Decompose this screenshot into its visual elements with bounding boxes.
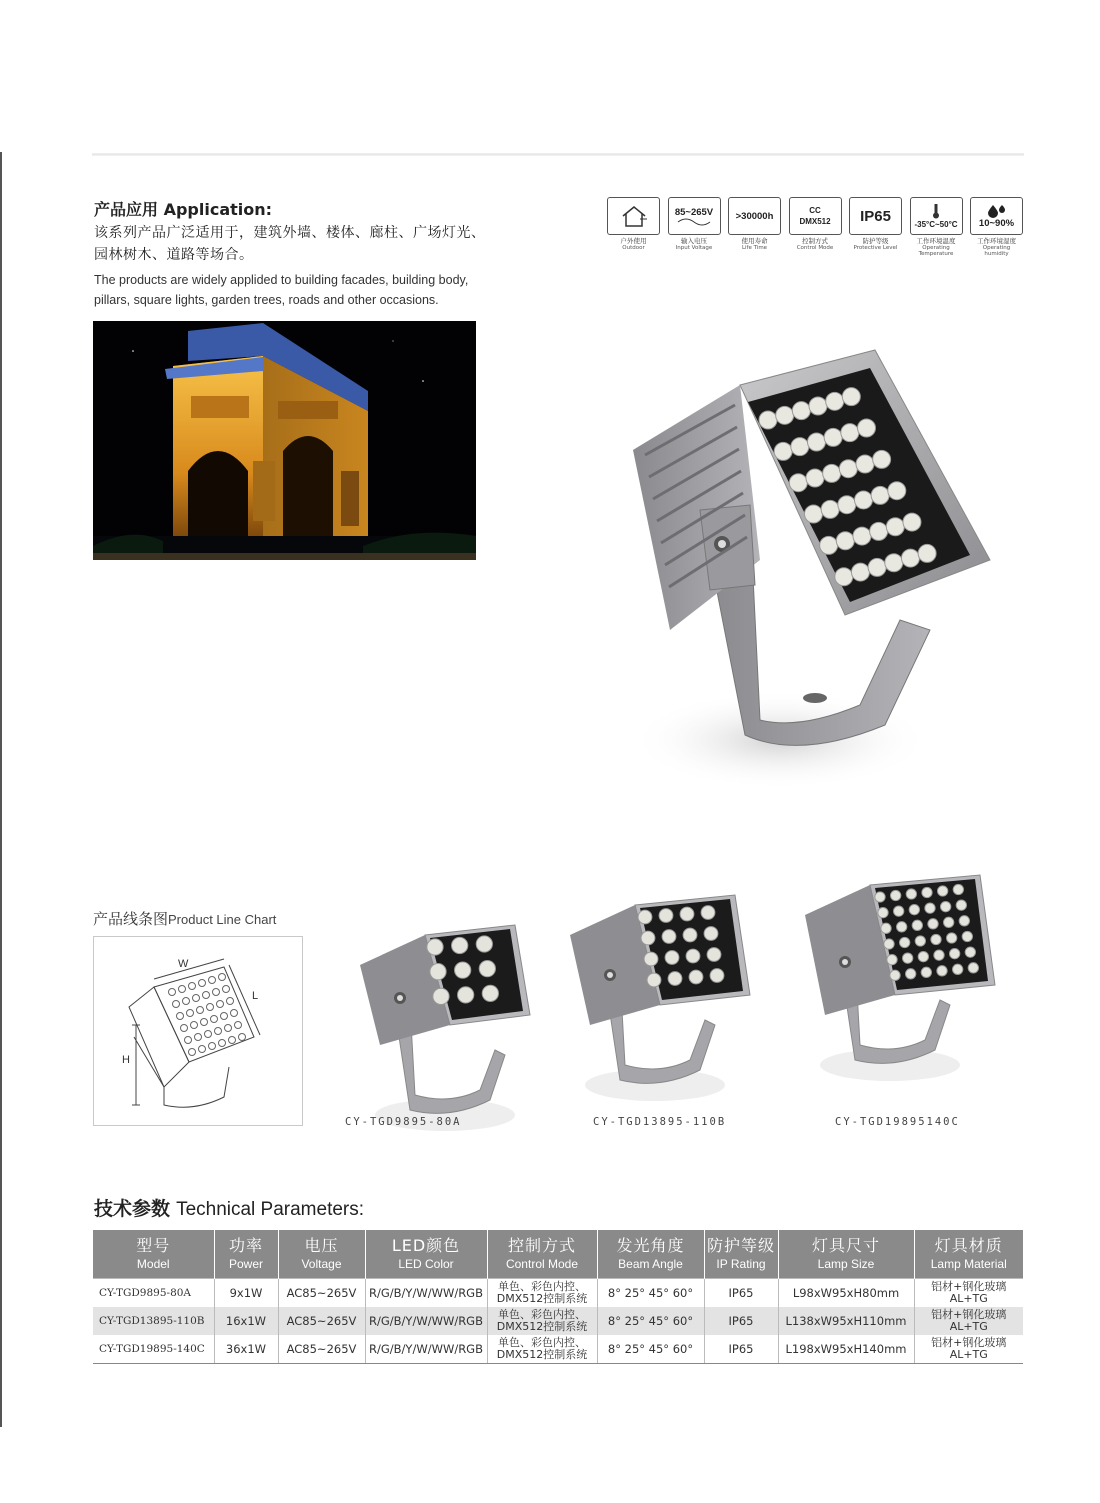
feature-icon-0 <box>607 197 660 251</box>
led-lens <box>638 910 652 924</box>
led-lens <box>662 930 676 944</box>
feature-label-en: Operating Temperature <box>918 245 954 257</box>
led-lens <box>873 450 891 468</box>
led-lens <box>878 907 888 917</box>
led-lens <box>905 969 915 979</box>
led-lens <box>826 392 844 410</box>
model-image-0 <box>355 920 565 1144</box>
led-lens <box>854 491 872 509</box>
model-image-2 <box>800 870 1010 1094</box>
table-cell: 8° 25° 45° 60° <box>597 1307 704 1335</box>
led-lens <box>644 952 658 966</box>
header-cn: 功率 <box>228 1236 263 1255</box>
table-header-5 <box>597 1230 704 1279</box>
table-cell: 16x1W <box>214 1307 278 1335</box>
led-lens <box>458 987 474 1003</box>
header-en: Voltage <box>301 1257 342 1271</box>
led-lens <box>776 406 794 424</box>
led-lens <box>953 884 963 894</box>
tech-title-cn: 技术参数 <box>94 1198 171 1220</box>
table-cell: 单色、彩色内控、 DMX512控制系统 <box>487 1279 597 1308</box>
led-lens <box>759 411 777 429</box>
led-lens <box>899 937 909 947</box>
table-row <box>93 1279 1023 1308</box>
feature-label-en: Control Mode <box>796 245 834 251</box>
led-lens <box>921 967 931 977</box>
feature-icons <box>607 197 1027 257</box>
led-lens <box>789 474 807 492</box>
led-outline <box>231 1010 238 1017</box>
led-lens <box>949 948 959 958</box>
feature-label-en: Life Time <box>741 245 768 251</box>
led-lens <box>641 931 655 945</box>
led-lens <box>918 951 928 961</box>
led-outline <box>209 1043 216 1050</box>
led-lens <box>809 397 827 415</box>
led-outline <box>185 1037 192 1044</box>
led-lens <box>901 549 919 567</box>
led-lens <box>839 460 857 478</box>
line-drawing-box <box>93 936 303 1126</box>
led-lens <box>902 953 912 963</box>
table-cell: CY-TGD19895-140C <box>93 1335 214 1364</box>
led-outline <box>195 1034 202 1041</box>
led-outline <box>197 1007 204 1014</box>
led-lens <box>857 419 875 437</box>
led-lens <box>884 939 894 949</box>
led-lens <box>890 970 900 980</box>
led-lens <box>433 988 449 1004</box>
table-header-0 <box>93 1230 214 1279</box>
table-cell: 铝材+钢化玻璃 AL+TG <box>914 1307 1023 1335</box>
feature-label-cn: 控制方式 <box>802 237 828 245</box>
table-header-6 <box>704 1230 778 1279</box>
led-lens <box>959 916 969 926</box>
table-header-4 <box>487 1230 597 1279</box>
feature-label-cn: 户外使用 <box>620 237 647 245</box>
led-lens <box>943 917 953 927</box>
led-lens <box>842 388 860 406</box>
table-cell: L138xW95xH110mm <box>778 1307 914 1335</box>
led-lens <box>479 961 495 977</box>
led-outline <box>207 1004 214 1011</box>
wave-icon <box>668 197 721 235</box>
feature-value: -35°C~50°C <box>914 219 958 229</box>
feature-icon-2 <box>728 197 781 251</box>
table-cell: CY-TGD13895-110B <box>93 1307 214 1335</box>
table-header-2 <box>278 1230 365 1279</box>
table-cell: 铝材+钢化玻璃 AL+TG <box>914 1279 1023 1308</box>
led-lens <box>922 887 932 897</box>
header-cn: 灯具尺寸 <box>811 1236 880 1255</box>
led-lens <box>774 442 792 460</box>
line-chart-title-cn: 产品线条图 <box>93 910 169 928</box>
table-row <box>93 1335 1023 1364</box>
led-outline <box>217 1001 224 1008</box>
header-cn: 型号 <box>136 1236 171 1255</box>
led-outline <box>199 980 206 987</box>
line-chart-title-en: Product Line Chart <box>168 912 277 927</box>
led-outline <box>169 989 176 996</box>
led-lens <box>841 424 859 442</box>
feature-label-en: Protective Level <box>853 245 898 251</box>
feature-value: CC DMX512 <box>799 206 831 226</box>
led-lens <box>893 906 903 916</box>
led-lens <box>937 966 947 976</box>
led-outline <box>183 998 190 1005</box>
feature-icon-4 <box>849 197 902 251</box>
led-lens <box>427 939 443 955</box>
led-lens <box>934 950 944 960</box>
table-cell: 单色、彩色内控、 DMX512控制系统 <box>487 1335 597 1364</box>
table-cell: L98xW95xH80mm <box>778 1279 914 1308</box>
table-cell: AC85~265V <box>278 1335 365 1364</box>
led-lens <box>887 954 897 964</box>
feature-value: 85~265V <box>674 206 714 218</box>
table-header-row <box>93 1230 1023 1279</box>
feature-icon-6 <box>970 197 1023 257</box>
table-cell: CY-TGD9895-80A <box>93 1279 214 1308</box>
led-lens <box>689 970 703 984</box>
model-label-2: CY-TGD19895140C <box>835 1116 960 1128</box>
led-outline <box>189 983 196 990</box>
led-lens <box>962 931 972 941</box>
led-outline <box>229 1037 236 1044</box>
header-cn: 防护等级 <box>706 1236 775 1255</box>
led-lens <box>946 933 956 943</box>
application-photo <box>93 321 476 560</box>
led-lens <box>791 438 809 456</box>
top-divider <box>92 153 1024 156</box>
led-lens <box>683 928 697 942</box>
led-lens <box>807 433 825 451</box>
led-lens <box>906 889 916 899</box>
led-lens <box>476 936 492 952</box>
led-outline <box>221 1013 228 1020</box>
led-lens <box>918 544 936 562</box>
led-outline <box>225 1025 232 1032</box>
table-cell: R/G/B/Y/W/WW/RGB <box>365 1279 487 1308</box>
table-cell: R/G/B/Y/W/WW/RGB <box>365 1307 487 1335</box>
table-cell: R/G/B/Y/W/WW/RGB <box>365 1335 487 1364</box>
led-outline <box>219 1040 226 1047</box>
dim-l-label: L <box>252 990 259 1002</box>
header-cn: LED颜色 <box>391 1236 461 1255</box>
table-cell: 9x1W <box>214 1279 278 1308</box>
led-lens <box>710 969 724 983</box>
tech-title-en: Technical Parameters: <box>176 1199 365 1220</box>
model-label-1: CY-TGD13895-110B <box>593 1116 727 1128</box>
header-en: Model <box>136 1257 170 1271</box>
led-lens <box>937 886 947 896</box>
table-header-1 <box>214 1230 278 1279</box>
led-lens <box>925 903 935 913</box>
house-icon <box>607 197 660 235</box>
led-outline <box>187 1010 194 1017</box>
application-desc-cn: 该系列产品广泛适用于，建筑外墙、楼体、廊柱、广场灯光、园林树木、道路等场合。 <box>94 225 486 263</box>
led-lens <box>890 890 900 900</box>
led-lens <box>665 951 679 965</box>
left-margin-rule <box>0 152 2 1427</box>
led-lens <box>909 904 919 914</box>
led-lens <box>871 486 889 504</box>
wave-icon <box>676 218 712 226</box>
dim-h-label: H <box>122 1054 130 1066</box>
tech-params-table <box>93 1230 1023 1364</box>
table-cell: AC85~265V <box>278 1279 365 1308</box>
header-en: Control Mode <box>505 1257 579 1271</box>
hero-floodlight-image <box>600 330 1020 800</box>
led-lens <box>668 972 682 986</box>
led-outline <box>191 1022 198 1029</box>
line-chart-title <box>93 908 276 929</box>
led-lens <box>430 964 446 980</box>
table-cell: 单色、彩色内控、 DMX512控制系统 <box>487 1307 597 1335</box>
led-outline <box>213 989 220 996</box>
led-lens <box>881 923 891 933</box>
led-lens <box>704 927 718 941</box>
application-title: 产品应用 Application: <box>94 200 273 219</box>
led-lens <box>903 513 921 531</box>
table-cell: 铝材+钢化玻璃 AL+TG <box>914 1335 1023 1364</box>
spec-box <box>849 197 902 235</box>
feature-label-en: Operating humidity <box>982 245 1011 257</box>
header-cn: 灯具材质 <box>934 1236 1003 1255</box>
led-outline <box>179 986 186 993</box>
led-lens <box>821 500 839 518</box>
led-lens <box>965 947 975 957</box>
led-lens <box>870 522 888 540</box>
header-en: LED Color <box>398 1257 454 1271</box>
feature-icon-3 <box>789 197 842 251</box>
feature-label-cn: 工作环境湿度 <box>977 237 1016 245</box>
led-lens <box>952 964 962 974</box>
feature-label-cn: 防护等级 <box>862 237 889 245</box>
led-lens <box>853 527 871 545</box>
led-lens <box>707 948 721 962</box>
table-header-8 <box>914 1230 1023 1279</box>
table-header-3 <box>365 1230 487 1279</box>
led-lens <box>455 962 471 978</box>
led-outline <box>211 1016 218 1023</box>
table-cell: IP65 <box>704 1279 778 1308</box>
table-cell: 8° 25° 45° 60° <box>597 1335 704 1364</box>
led-outline <box>193 995 200 1002</box>
table-cell: AC85~265V <box>278 1307 365 1335</box>
thermometer-icon <box>910 197 963 235</box>
header-en: Lamp Size <box>817 1257 875 1271</box>
led-outline <box>177 1013 184 1020</box>
led-lens <box>836 532 854 550</box>
led-lens <box>931 934 941 944</box>
table-header-7 <box>778 1230 914 1279</box>
header-cn: 电压 <box>304 1236 339 1255</box>
table-row <box>93 1307 1023 1335</box>
led-lens <box>804 505 822 523</box>
led-lens <box>806 469 824 487</box>
led-lens <box>888 482 906 500</box>
led-lens <box>701 906 715 920</box>
model-label-0: CY-TGD9895-80A <box>345 1116 462 1128</box>
led-outline <box>219 974 226 981</box>
led-outline <box>189 1049 196 1056</box>
led-lens <box>792 402 810 420</box>
feature-value: >30000h <box>735 210 774 222</box>
feature-value: IP65 <box>860 207 891 225</box>
led-lens <box>856 455 874 473</box>
feature-label-cn: 使用寿命 <box>741 237 768 245</box>
led-outline <box>199 1046 206 1053</box>
led-lens <box>956 900 966 910</box>
led-outline <box>203 992 210 999</box>
led-outline <box>239 1034 246 1041</box>
dim-w-label: W <box>178 958 189 970</box>
led-lens <box>928 919 938 929</box>
led-lens <box>647 973 661 987</box>
led-lens <box>452 937 468 953</box>
header-en: IP Rating <box>716 1257 766 1271</box>
led-lens <box>838 496 856 514</box>
led-outline <box>181 1025 188 1032</box>
led-outline <box>215 1028 222 1035</box>
feature-icon-5 <box>910 197 963 257</box>
led-lens <box>912 920 922 930</box>
feature-value: 10~90% <box>978 217 1015 229</box>
feature-icon-1 <box>668 197 721 251</box>
led-outline <box>209 977 216 984</box>
header-cn: 控制方式 <box>507 1236 576 1255</box>
led-lens <box>968 963 978 973</box>
led-outline <box>223 986 230 993</box>
table-cell: L198xW95xH140mm <box>778 1335 914 1364</box>
led-outline <box>235 1022 242 1029</box>
led-lens <box>868 558 886 576</box>
header-en: Power <box>228 1257 263 1271</box>
led-lens <box>680 907 694 921</box>
tech-title <box>94 1194 364 1221</box>
header-en: Lamp Material <box>930 1257 1007 1271</box>
led-outline <box>201 1019 208 1026</box>
led-lens <box>835 568 853 586</box>
led-lens <box>482 985 498 1001</box>
spec-box <box>728 197 781 235</box>
feature-label-en: Outdoor <box>622 245 645 251</box>
led-lens <box>885 554 903 572</box>
table-cell: 36x1W <box>214 1335 278 1364</box>
feature-label-en: Input Voltage <box>675 245 713 251</box>
led-outline <box>205 1031 212 1038</box>
model-image-1 <box>565 890 775 1114</box>
header-en: Beam Angle <box>618 1257 683 1271</box>
led-lens <box>940 901 950 911</box>
led-lens <box>896 922 906 932</box>
header-cn: 发光角度 <box>616 1236 685 1255</box>
led-lens <box>823 464 841 482</box>
led-lens <box>915 936 925 946</box>
led-outline <box>227 998 234 1005</box>
table-cell: IP65 <box>704 1307 778 1335</box>
led-lens <box>686 949 700 963</box>
led-lens <box>851 563 869 581</box>
led-lens <box>824 428 842 446</box>
feature-label-cn: 输入电压 <box>681 237 707 245</box>
table-cell: IP65 <box>704 1335 778 1364</box>
feature-label-cn: 工作环境温度 <box>916 237 956 245</box>
application-desc-en: The products are widely applided to building facades, building body, pillars, square lights, garden trees, roads and other occasions. <box>94 273 469 307</box>
led-lens <box>886 518 904 536</box>
led-lens <box>820 536 838 554</box>
led-outline <box>173 1001 180 1008</box>
table-cell: 8° 25° 45° 60° <box>597 1279 704 1308</box>
spec-box <box>789 197 842 235</box>
led-lens <box>875 892 885 902</box>
droplet-icon <box>970 197 1023 235</box>
led-lens <box>659 909 673 923</box>
